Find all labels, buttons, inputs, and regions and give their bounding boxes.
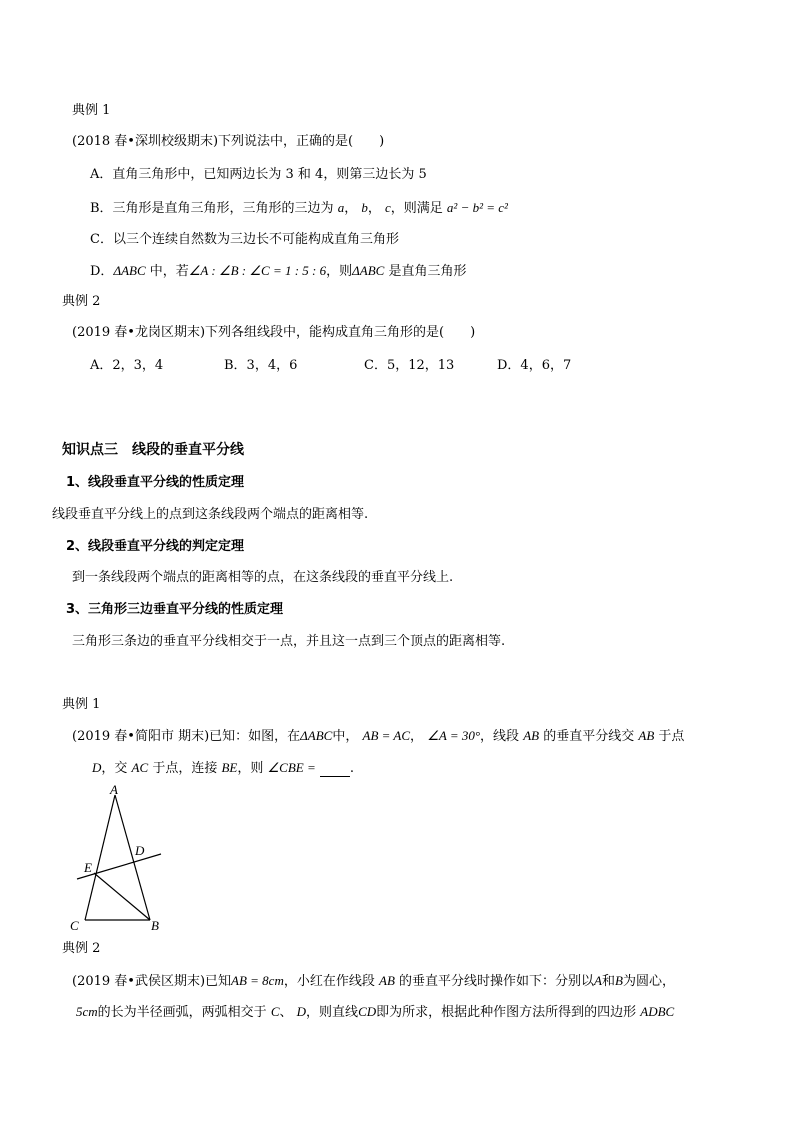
question-text: ，线段 bbox=[480, 729, 520, 744]
equation: AB = AC bbox=[362, 728, 411, 743]
question-text: ，则 bbox=[237, 761, 264, 776]
triangle-figure bbox=[66, 782, 176, 932]
question-text: 中， bbox=[332, 729, 359, 744]
theorem-heading-3: 3、三角形三边垂直平分线的性质定理 bbox=[66, 602, 284, 617]
question-text: ，交 bbox=[101, 761, 128, 776]
segment-label: BE bbox=[221, 760, 238, 775]
answer-expression: ∠CBE = bbox=[267, 760, 316, 775]
question-line-1 bbox=[72, 728, 684, 745]
section-title: 知识点三 线段的垂直平分线 bbox=[62, 442, 244, 458]
option-d bbox=[90, 263, 466, 280]
option-b-text: B．三角形是直角三角形，三角形的三边为 bbox=[90, 201, 334, 216]
punctuation: . bbox=[349, 761, 355, 776]
question-text: 的垂直平分线交 bbox=[543, 729, 635, 744]
option-c: C．5，12，13 bbox=[364, 358, 455, 373]
triangle-symbol: ΔABC bbox=[300, 728, 333, 743]
angle-value: ∠A = 30° bbox=[427, 728, 481, 743]
triangle-symbol: ΔABC bbox=[113, 263, 146, 278]
option-d-prefix: D． bbox=[90, 264, 114, 279]
option-a: A．2，3，4 bbox=[90, 358, 164, 373]
side-ac bbox=[85, 795, 115, 920]
answer-blank[interactable] bbox=[320, 764, 350, 777]
punctuation: ， bbox=[410, 729, 424, 744]
option-c: C．以三个连续自然数为三边长不可能构成直角三角形 bbox=[90, 232, 399, 247]
segment-label: AC bbox=[131, 760, 149, 775]
question-line-2 bbox=[92, 760, 354, 777]
quadrilateral-label: ADBC bbox=[640, 1004, 675, 1019]
question-line-2 bbox=[76, 1004, 674, 1021]
segment-label: AB bbox=[379, 973, 395, 988]
theorem-text-2: 到一条线段两个端点的距离相等的点，在这条线段的垂直平分线上. bbox=[72, 570, 454, 585]
angle-ratio: ∠A : ∠B : ∠C = 1 : 5 : 6 bbox=[188, 263, 327, 278]
option-b: B．三角形是直角三角形，三角形的三边为 a， b， c，则满足 a² − b² = c² bbox=[90, 200, 508, 216]
point-label: B bbox=[615, 973, 623, 988]
question-text: (2019 春•龙岗区期末)下列各组线段中，能构成直角三角形的是( ) bbox=[72, 325, 476, 340]
point-label: D bbox=[92, 760, 102, 775]
question-text: (2018 春•深圳校级期末)下列说法中，正确的是( ) bbox=[72, 134, 385, 149]
question-text: 于点 bbox=[658, 729, 685, 744]
question-text: 、 bbox=[279, 1005, 293, 1020]
point-label-c: C bbox=[70, 918, 79, 932]
question-text: 的垂直平分线时操作如下：分别以 bbox=[399, 974, 595, 989]
point-label-b: B bbox=[151, 918, 159, 932]
question-text: ，则直线 bbox=[306, 1005, 359, 1020]
question-line-1 bbox=[72, 973, 675, 990]
option-b: B．3，4，6 bbox=[224, 358, 298, 373]
question-text: (2019 春•简阳市 期末)已知：如图，在 bbox=[72, 729, 301, 744]
side-ab bbox=[115, 795, 150, 920]
theorem-text-1: 线段垂直平分线上的点到这条线段两个端点的距离相等. bbox=[52, 507, 369, 522]
length-value: 5cm bbox=[76, 1004, 98, 1019]
side-a: a bbox=[337, 200, 345, 215]
option-b-text-2: ，则满足 bbox=[390, 201, 443, 216]
option-d: D．4，6，7 bbox=[497, 358, 572, 373]
side-b: b bbox=[361, 200, 368, 215]
question-text: 和 bbox=[602, 974, 616, 989]
option-d-text-3: 是直角三角形 bbox=[384, 264, 467, 279]
point-label: D bbox=[296, 1004, 307, 1019]
segment-label: AB bbox=[638, 728, 655, 743]
question-text: 于点，连接 bbox=[152, 761, 218, 776]
point-label-e: E bbox=[84, 860, 92, 875]
formula: a² − b² = c² bbox=[446, 200, 508, 215]
theorem-text-3: 三角形三条边的垂直平分线相交于一点，并且这一点到三个顶点的距离相等. bbox=[72, 634, 506, 649]
question-text: ，小红在作线段 bbox=[283, 974, 375, 989]
triangle-symbol-2: ΔABC bbox=[352, 263, 385, 278]
example-label: 典例 2 bbox=[62, 941, 101, 956]
length-value: AB = 8cm bbox=[231, 973, 284, 988]
point-label-d: D bbox=[135, 843, 145, 858]
question-text: 为圆心， bbox=[622, 974, 675, 989]
example-label: 典例 1 bbox=[72, 103, 111, 118]
line-label: CD bbox=[358, 1004, 377, 1019]
option-d-text: 中，若 bbox=[145, 264, 189, 279]
theorem-heading-2: 2、线段垂直平分线的判定定理 bbox=[66, 539, 245, 554]
question-text: (2019 春•武侯区期末)已知 bbox=[72, 974, 232, 989]
point-label: A bbox=[594, 973, 602, 988]
option-a: A．直角三角形中，已知两边长为 3 和 4，则第三边长为 5 bbox=[90, 167, 427, 182]
segment-label: AB bbox=[523, 728, 540, 743]
option-d-text-2: ，则 bbox=[326, 264, 353, 279]
example-label: 典例 1 bbox=[62, 697, 101, 712]
question-text: 的长为半径画弧，两弧相交于 bbox=[97, 1005, 267, 1020]
example-label: 典例 2 bbox=[62, 294, 101, 309]
point-label: C bbox=[270, 1004, 280, 1019]
segment-be bbox=[94, 873, 150, 920]
theorem-heading-1: 1、线段垂直平分线的性质定理 bbox=[66, 475, 245, 490]
point-label-a: A bbox=[110, 782, 118, 797]
side-c: c bbox=[384, 200, 391, 215]
question-text: 即为所求，根据此种作图方法所得到的四边形 bbox=[376, 1005, 637, 1020]
